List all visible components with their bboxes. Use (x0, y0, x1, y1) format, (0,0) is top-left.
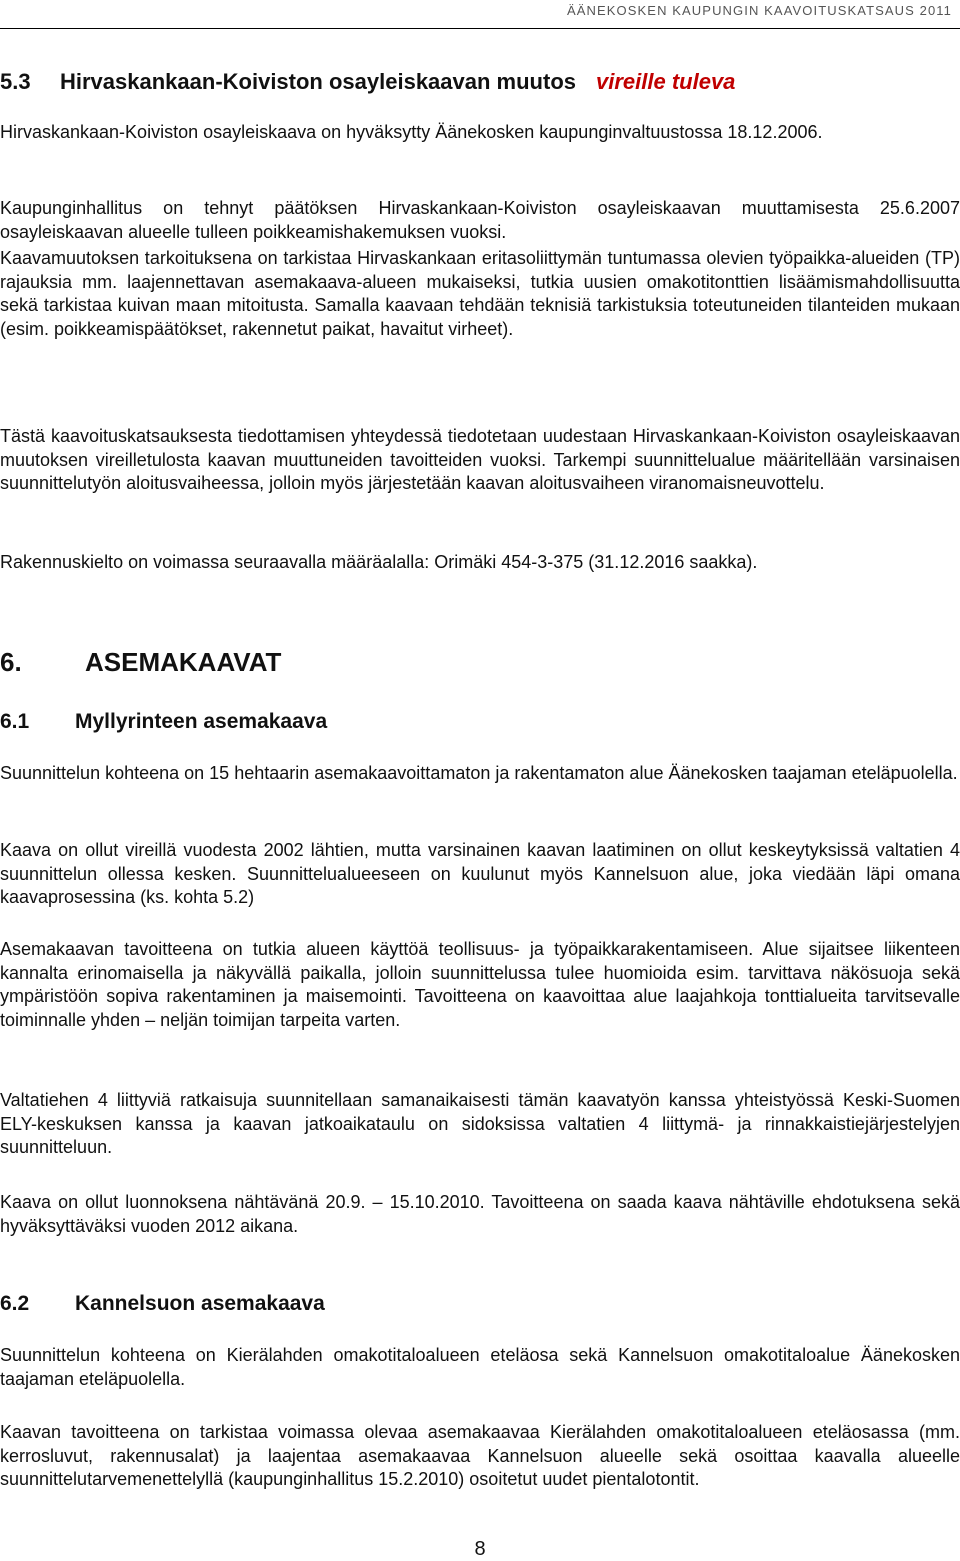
page-number: 8 (474, 1538, 486, 1560)
paragraph: Suunnittelun kohteena on 15 hehtaarin asemakaavoittamaton ja rakentamaton alue Äänekosken taajaman eteläpuolella. (0, 763, 958, 783)
section-title: Myllyrinteen asemakaava (75, 710, 328, 733)
chapter-title: ASEMAKAAVAT (85, 647, 282, 677)
section-title: Kannelsuon asemakaava (75, 1292, 325, 1315)
page-header (0, 0, 960, 29)
paragraph: Kaavan tavoitteena on tarkistaa voimassa olevaa asemakaavaa Kierälahden omakotitaloalueen eteläosassa (mm. kerrosluvut, rakennusalat) ja laajentaa asemakaavaa Kannelsuon alueelle sekä osoittaa kaavalla alueelle suunnittelutarvemenettelyllä (kaupunginhallitus 15.2.2010) osoitetut uudet pientalotontit. (0, 1422, 960, 1490)
section-title: Hirvaskankaan-Koiviston osayleiskaavan muutos (60, 69, 576, 94)
paragraph: Kaava on ollut luonnoksena nähtävänä 20.9. – 15.10.2010. Tavoitteena on saada kaava nähtäville ehdotuksena sekä hyväksyttäväksi vuoden 2012 aikana. (0, 1192, 960, 1236)
paragraph: Kaavamuutoksen tarkoituksena on tarkistaa Hirvaskankaan eritasoliittymän tuntumassa olevien työpaikka-alueiden (TP) rajauksia mm. laajennettavan asemakaava-alueen mukaiseksi, tutkia uusien omakotitonttien lisäämismahdollisuutta sekä tarkistaa kuivan maan mitoitusta. Samalla kaavaan tehdään teknisiä tarkistuksia toteutuneiden tilanteiden mukaan (esim. poikkeamispäätökset, rakennetut paikat, havaitut virheet). (0, 248, 960, 339)
paragraph: Rakennuskielto on voimassa seuraavalla määräalalla: Orimäki 454-3-375 (31.12.2016 saakka). (0, 552, 758, 572)
paragraph: Kaupunginhallitus on tehnyt päätöksen Hirvaskankaan-Koiviston osayleiskaavan muuttamisesta 25.6.2007 osayleiskaavan alueelle tulleen poikkeamishakemuksen vuoksi. (0, 198, 960, 242)
paragraph: Tästä kaavoituskatsauksesta tiedottamisen yhteydessä tiedotetaan uudestaan Hirvaskankaan-Koiviston osayleiskaavan muutoksen vireilletulosta kaavan muuttuneiden tavoitteiden vuoksi. Tarkempi suunnittelualue määritellään varsinaisen suunnittelutyön aloitusvaiheessa, jolloin myös järjestetään kaavan aloitusvaiheen viranomaisneuvottelu. (0, 426, 960, 494)
section-heading-6-2 (0, 1290, 325, 1318)
section-number: 6.2 (0, 1292, 30, 1315)
paragraph: Asemakaavan tavoitteena on tutkia alueen käyttöä teollisuus- ja työpaikkarakentamiseen. Alue sijaitsee liikenteen kannalta erinomaisella ja näkyvällä paikalla, jolloin suunnittelussa tulee huomioida esim. tarvittava näkösuoja sekä ympäristöön sopiva rakentaminen ja maisemointi. Tavoitteena on kaavoittaa alue laajahkoja tonttialueita tarvitsevalle toiminnalle yhden – neljän toimijan tarpeita varten. (0, 939, 960, 1030)
section-number: 5.3 (0, 69, 31, 94)
paragraph: Hirvaskankaan-Koiviston osayleiskaava on hyväksytty Äänekosken kaupunginvaltuustossa 18.12.2006. (0, 122, 823, 142)
running-header-title: ÄÄNEKOSKEN KAUPUNGIN KAAVOITUSKATSAUS 2011 (566, 3, 952, 18)
paragraph: Suunnittelun kohteena on Kierälahden omakotitaloalueen eteläosa sekä Kannelsuon omakotitaloalue Äänekosken taajaman eteläpuolella. (0, 1345, 960, 1389)
chapter-number: 6. (0, 647, 22, 677)
section-number: 6.1 (0, 710, 30, 733)
chapter-heading-6 (0, 646, 281, 678)
section-heading-6-1 (0, 708, 327, 736)
status-tag: vireille tuleva (596, 69, 736, 94)
section-heading-5-3 (0, 68, 735, 96)
paragraph: Valtatiehen 4 liittyviä ratkaisuja suunnitellaan samanaikaisesti tämän kaavatyön kanssa yhteistyössä Keski-Suomen ELY-keskuksen kanssa ja kaavan jatkoaikataulu on sidoksissa valtatien 4 liittymä- ja rinnakkaistiejärjestelyjen suunnitteluun. (0, 1090, 960, 1158)
paragraph: Kaava on ollut vireillä vuodesta 2002 lähtien, mutta varsinainen kaavan laatiminen on ollut keskeytyksissä valtatien 4 suunnittelun ollessa kesken. Suunnittelualueeseen on kuulunut myös Kannelsuon alue, joka viedään läpi omana kaavaprosessina (ks. kohta 5.2) (0, 840, 960, 908)
